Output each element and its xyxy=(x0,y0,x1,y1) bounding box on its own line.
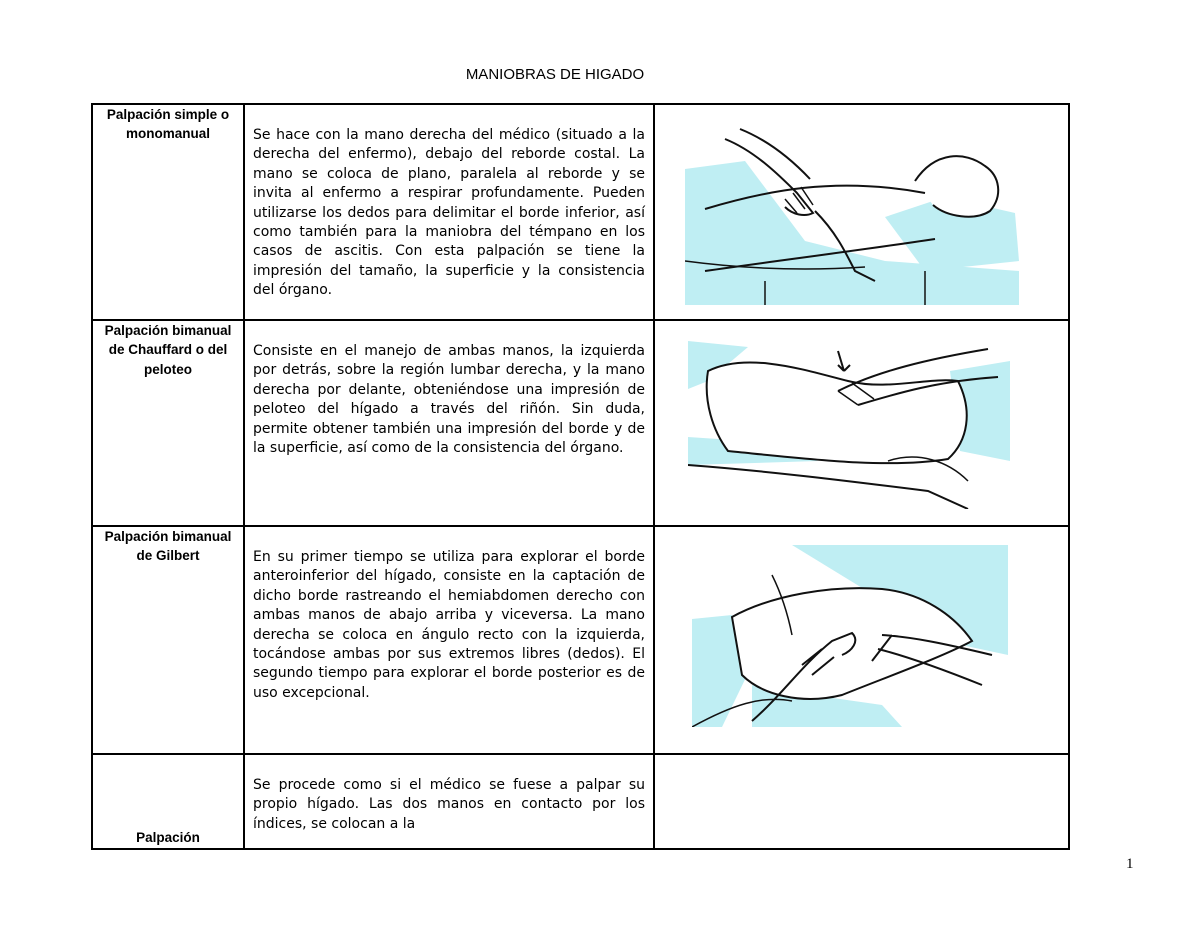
maneuver-description-cell xyxy=(244,104,654,320)
maneuver-description-cell xyxy=(244,754,654,849)
maneuver-name-cell xyxy=(92,526,244,754)
illustration-cell xyxy=(654,104,1069,320)
chauffard-palpation-illustration xyxy=(688,341,1010,509)
illustration-cell xyxy=(654,320,1069,526)
table-row xyxy=(92,320,1069,526)
table-row xyxy=(92,754,1069,849)
table-row xyxy=(92,104,1069,320)
illustration-cell xyxy=(654,754,1069,849)
maneuver-description: En su primer tiempo se utiliza para explorar el borde anteroinferior del hígado, consiste en la captación de dicho borde rastreando el hemiabdomen derecho con ambas manos de abajo arriba y viceversa. La mano derecha se coloca en ángulo recto con la izquierda, tocándose ambas por sus extremos libres (dedos). El segundo tiempo para explorar el borde posterior es de uso excepcional. xyxy=(253,549,645,701)
gilbert-palpation-illustration xyxy=(692,545,1008,727)
page-title: MANIOBRAS DE HIGADO xyxy=(465,66,645,83)
maneuver-description: Consiste en el manejo de ambas manos, la izquierda por detrás, sobre la región lumbar derecha, y la mano derecha por delante, obteniéndose una impresión de peloteo del hígado a través del riñón. Sin duda, permite obtener también una impresión del borde y de la superficie, así como de la consistencia del órgano. xyxy=(253,343,645,457)
maneuver-name: Palpación simple o monomanual xyxy=(106,107,230,142)
maneuver-name: Palpación bimanual de Chauffard o del peloteo xyxy=(104,323,232,377)
simple-palpation-illustration xyxy=(685,121,1019,305)
maneuver-name-cell xyxy=(92,320,244,526)
maneuver-description-cell xyxy=(244,320,654,526)
maneuver-name-cell xyxy=(92,104,244,320)
maneuver-description: Se hace con la mano derecha del médico (situado a la derecha del enfermo), debajo del reborde costal. La mano se coloca de plano, paralela al reborde y se invita al enfermo a respirar profundamente. Pueden utilizarse los dedos para delimitar el borde inferior, así como también para la maniobra del témpano en los casos de ascitis. Con esta palpación se tiene la impresión del tamaño, la superficie y la consistencia del órgano. xyxy=(253,127,645,299)
maneuvers-table xyxy=(91,103,1070,850)
maneuver-name-cell xyxy=(92,754,244,849)
maneuver-description: Se procede como si el médico se fuese a palpar su propio hígado. Las dos manos en contacto por los índices, se colocan a la xyxy=(253,777,645,832)
page-number: 1 xyxy=(1126,856,1134,872)
maneuver-description-cell xyxy=(244,526,654,754)
maneuver-name: Palpación xyxy=(136,829,200,845)
illustration-cell xyxy=(654,526,1069,754)
table-row xyxy=(92,526,1069,754)
maneuver-name: Palpación bimanual de Gilbert xyxy=(104,529,232,564)
